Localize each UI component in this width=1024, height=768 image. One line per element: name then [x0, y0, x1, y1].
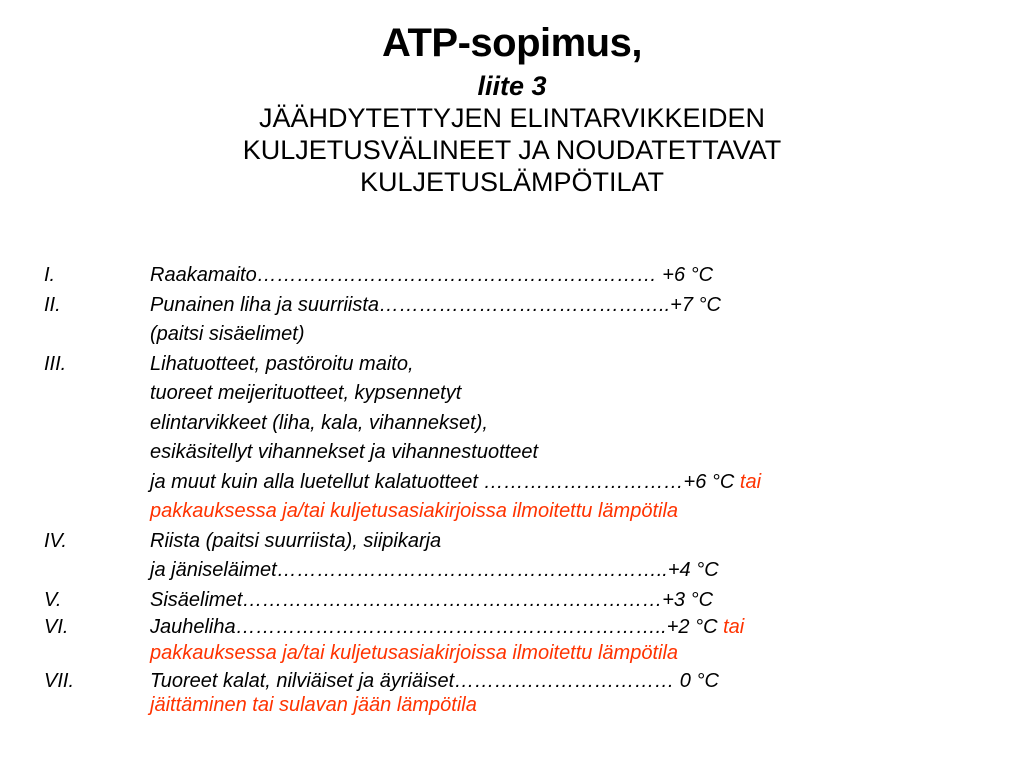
list-item-continuation: [44, 409, 1004, 439]
item-text: ja muut kuin alla luetellut kalatuotteet …………………………+6 °C: [150, 470, 735, 493]
item-text: Lihatuotteet, pastöroitu maito,: [150, 352, 414, 375]
list-item: [44, 615, 1004, 639]
item-number: III.: [44, 352, 67, 375]
item-number: IV.: [44, 529, 67, 552]
item-text: Jauheliha………………………………………………………..+2 °C: [150, 616, 718, 638]
item-text: esikäsitellyt vihannekset ja vihannestuotteet: [150, 441, 539, 463]
item-number: V.: [44, 588, 62, 611]
item-accent-text: pakkauksessa ja/tai kuljetusasiakirjoissa ilmoitettu lämpötila: [150, 642, 679, 664]
item-accent-text: tai: [723, 616, 745, 638]
item-text: elintarvikkeet (liha, kala, vihannekset),: [150, 411, 488, 434]
heading-line-3: KULJETUSLÄMPÖTILAT: [359, 167, 665, 197]
page-title: ATP-sopimus,: [382, 21, 642, 65]
list-item-continuation: [44, 556, 1004, 586]
item-text: Tuoreet kalat, nilviäiset ja äyriäiset…………………………… 0 °C: [150, 669, 719, 692]
item-accent-text: jäittäminen tai sulavan jään lämpötila: [150, 693, 477, 716]
list-item-continuation: [44, 438, 1004, 468]
item-number: VI.: [44, 616, 69, 638]
list-item: [44, 261, 1004, 291]
item-text: Sisäelimet………………………………………………………+3 °C: [150, 588, 714, 611]
item-text: ja jäniseläimet…………………………………………………..+4 °C: [150, 559, 719, 581]
list-item: [44, 527, 1004, 557]
list-item-continuation: [44, 639, 1004, 669]
heading-line-1: JÄÄHDYTETTYJEN ELINTARVIKKEIDEN: [258, 103, 766, 133]
item-accent-text: pakkauksessa ja/tai kuljetusasiakirjoissa ilmoitettu lämpötila: [150, 500, 679, 522]
list-item-continuation: [44, 320, 1004, 350]
list-item: [44, 586, 1004, 616]
list-item: [44, 291, 1004, 321]
item-text: Punainen liha ja suurriista……………………………………..+7 °C: [150, 293, 721, 316]
item-number: I.: [44, 264, 56, 286]
temperature-list: [44, 261, 1004, 717]
item-text: Raakamaito…………………………………………………… +6 °C: [150, 264, 714, 286]
item-text: tuoreet meijerituotteet, kypsennetyt: [150, 382, 462, 404]
list-item-continuation: [44, 693, 1004, 717]
heading-line-2: KULJETUSVÄLINEET JA NOUDATETTAVAT: [242, 135, 782, 165]
list-item-continuation: [44, 468, 1004, 498]
item-text: (paitsi sisäelimet): [150, 323, 305, 345]
item-number: II.: [44, 293, 61, 316]
list-item: [44, 350, 1004, 380]
item-text: Riista (paitsi suurriista), siipikarja: [150, 529, 442, 552]
slide-header: [0, 18, 1024, 198]
list-item-continuation: [44, 497, 1004, 527]
item-accent-text: tai: [739, 470, 762, 493]
page-subtitle: liite 3: [477, 71, 547, 101]
list-item: [44, 669, 1004, 693]
list-item-continuation: [44, 379, 1004, 409]
item-number: VII.: [44, 669, 75, 692]
